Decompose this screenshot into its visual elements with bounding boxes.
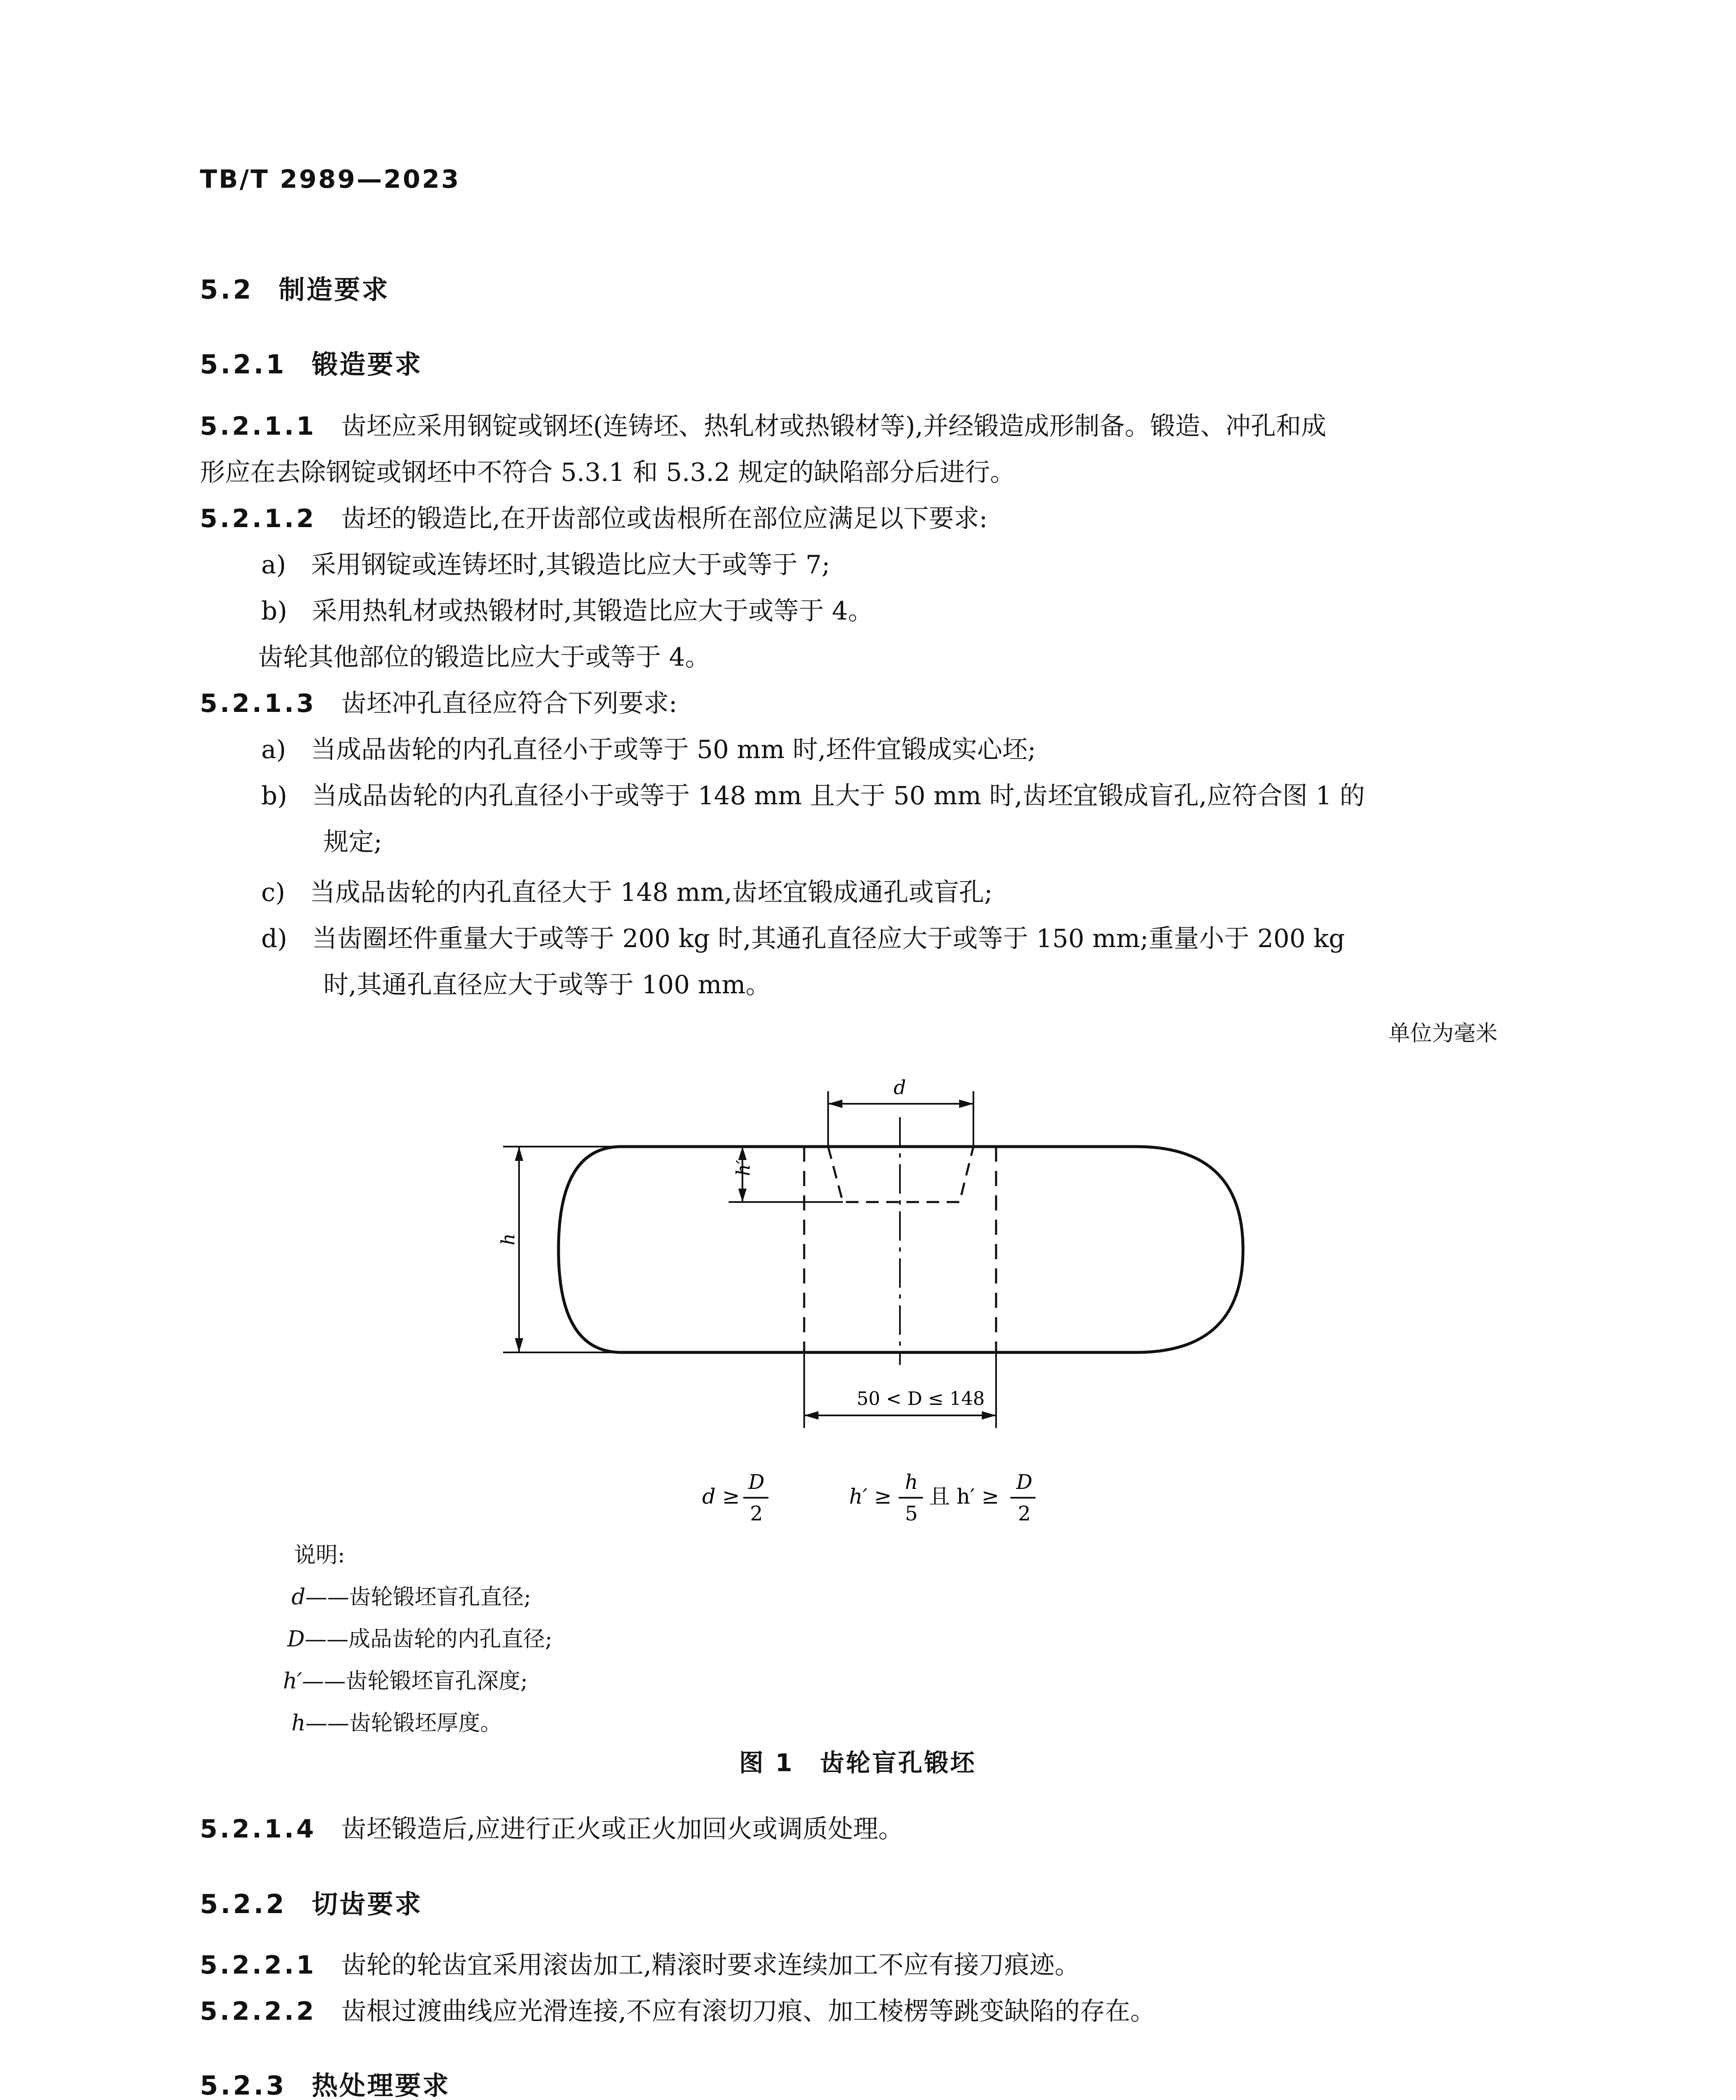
formula2b-denominator: 2 xyxy=(1018,1502,1031,1525)
section-title: 锻造要求 xyxy=(312,349,423,380)
formula2b-numerator: D xyxy=(1016,1470,1033,1494)
section-number: 5.2 xyxy=(200,274,254,305)
d-arrow-left xyxy=(828,1100,842,1108)
list-marker: a) xyxy=(261,550,286,580)
legend-symbol: d xyxy=(291,1585,306,1610)
formula1-lhs: d ≥ xyxy=(702,1484,740,1509)
formula2-lhs: h′ ≥ xyxy=(849,1484,892,1509)
standard-code: TB/T 2989—2023 xyxy=(200,165,461,194)
section-number: 5.2.1 xyxy=(200,349,287,380)
clause-text: 齿轮的轮齿宜采用滚齿加工,精滚时要求连续加工不应有接刀痕迹。 xyxy=(341,1950,1080,1980)
list-marker: b) xyxy=(261,596,287,626)
legend-symbol: h′ xyxy=(283,1669,302,1694)
list-marker: b) xyxy=(261,781,287,811)
hprime-arrow-bottom xyxy=(738,1189,747,1202)
clause-note: 齿轮其他部位的锻造比应大于或等于 4。 xyxy=(258,643,711,672)
section-5-2-2 xyxy=(200,1883,422,1921)
list-text: 当齿圈坯件重量大于或等于 200 kg 时,其通孔直径应大于或等于 150 mm;重量小于 200 kg xyxy=(312,924,1345,953)
legend-symbol: h xyxy=(291,1711,306,1736)
figure-caption: 图 1 齿轮盲孔锻坯 xyxy=(739,1748,976,1777)
clause-number: 5.2.1.3 xyxy=(200,689,317,718)
formula2-denominator: 5 xyxy=(905,1502,918,1525)
legend-symbol: D xyxy=(287,1627,305,1652)
unit-note: 单位为毫米 xyxy=(1388,1021,1498,1046)
D-arrow-left xyxy=(804,1411,818,1420)
legend-description: ——齿轮锻坯盲孔深度; xyxy=(302,1669,528,1694)
section-number: 5.2.3 xyxy=(200,2070,287,2100)
label-h: h xyxy=(498,1233,519,1245)
list-marker: a) xyxy=(261,735,286,764)
formula2-numerator: h xyxy=(905,1470,918,1494)
section-title: 制造要求 xyxy=(278,274,390,305)
formula1-denominator: 2 xyxy=(750,1502,763,1525)
label-d: d xyxy=(894,1076,906,1099)
clause-number: 5.2.1.2 xyxy=(200,504,317,533)
D-arrow-right xyxy=(982,1411,996,1420)
section-5-2-3 xyxy=(200,2065,450,2100)
clause-5-2-1-4 xyxy=(200,1806,904,1852)
clause-text: 齿坯冲孔直径应符合下列要求: xyxy=(341,689,677,718)
list-text: 当成品齿轮的内孔直径大于 148 mm,齿坯宜锻成通孔或盲孔; xyxy=(310,878,993,907)
list-text: 当成品齿轮的内孔直径小于或等于 148 mm 且大于 50 mm 时,齿坯宜锻成盲孔,应符合图 1 的 xyxy=(312,781,1365,811)
clause-text: 齿坯锻造后,应进行正火或正火加回火或调质处理。 xyxy=(341,1814,904,1844)
clause-number: 5.2.2.2 xyxy=(200,1997,317,2026)
clause-text: 齿根过渡曲线应光滑连接,不应有滚切刀痕、加工棱楞等跳变缺陷的存在。 xyxy=(341,1997,1156,2026)
clause-number: 5.2.1.1 xyxy=(200,412,317,441)
legend-description: ——齿轮锻坯盲孔直径; xyxy=(305,1585,531,1610)
legend-item xyxy=(283,1663,528,1695)
clause-number: 5.2.2.1 xyxy=(200,1950,317,1980)
legend-item xyxy=(287,1621,552,1653)
h-arrow-bottom xyxy=(515,1338,523,1352)
clause-text-continued: 形应在去除钢锭或钢坯中不符合 5.3.1 和 5.3.2 规定的缺陷部分后进行。 xyxy=(200,458,1015,487)
label-hprime: h′ xyxy=(733,1160,754,1176)
section-title: 热处理要求 xyxy=(312,2070,451,2100)
clause-5-2-2-1 xyxy=(200,1942,1080,1988)
list-text: 当成品齿轮的内孔直径小于或等于 50 mm 时,坯件宜锻成实心坯; xyxy=(311,735,1036,764)
legend-description: ——成品齿轮的内孔直径; xyxy=(304,1627,553,1652)
list-text: 采用钢锭或连铸坯时,其锻造比应大于或等于 7; xyxy=(311,550,830,580)
clause-text: 齿坯应采用钢锭或钢坯(连铸坯、热轧材或热锻材等),并经锻造成形制备。锻造、冲孔和成 xyxy=(341,412,1327,441)
legend-title: 说明: xyxy=(294,1543,345,1568)
legend-item xyxy=(291,1579,531,1611)
clause-number: 5.2.1.4 xyxy=(200,1814,317,1844)
hprime-arrow-top xyxy=(738,1147,747,1160)
clause-text: 齿坯的锻造比,在开齿部位或齿根所在部位应满足以下要求: xyxy=(341,504,988,533)
clause-5-2-2-2 xyxy=(200,1988,1156,2034)
list-marker: c) xyxy=(261,878,286,907)
list-marker: d) xyxy=(261,924,287,953)
list-text: 采用热轧材或热锻材时,其锻造比应大于或等于 4。 xyxy=(312,596,873,626)
d-arrow-right xyxy=(959,1100,973,1108)
h-arrow-top xyxy=(515,1147,523,1161)
legend-description: ——齿轮锻坯厚度。 xyxy=(305,1711,502,1736)
section-title: 切齿要求 xyxy=(312,1889,423,1919)
label-D-range: 50 < D ≤ 148 xyxy=(857,1388,985,1410)
formula2-mid: 且 h′ ≥ xyxy=(929,1484,999,1509)
formula1-numerator: D xyxy=(748,1470,765,1494)
list-text-continued: 规定; xyxy=(323,827,383,857)
list-text-continued: 时,其通孔直径应大于或等于 100 mm。 xyxy=(323,970,771,1000)
section-number: 5.2.2 xyxy=(200,1889,287,1919)
legend-item xyxy=(291,1705,502,1737)
